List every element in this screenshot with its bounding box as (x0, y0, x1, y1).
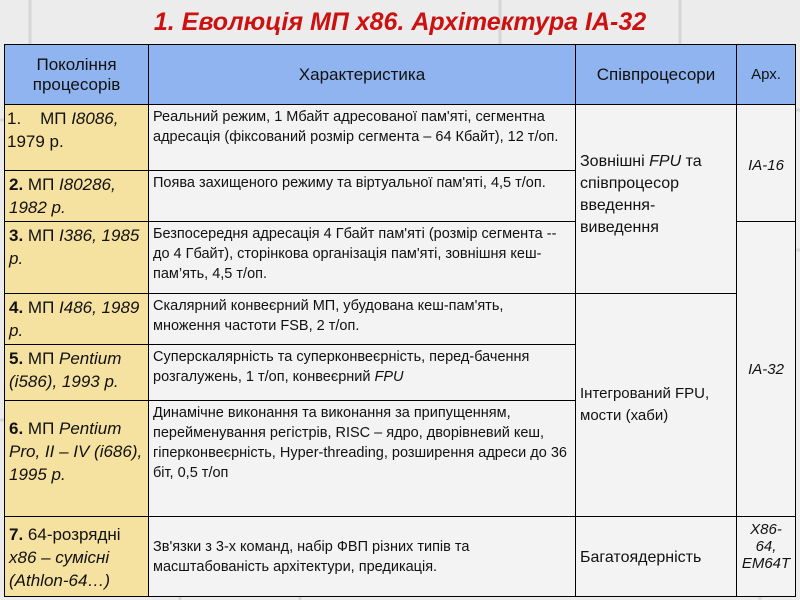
table-row (5, 294, 796, 345)
page-title: 1. Еволюція МП х86. Архітектура ІА-32 (153, 8, 647, 36)
characteristic-fpu: FPU (374, 369, 404, 385)
characteristic-cell: Реальний режим, 1 Мбайт адресованої пам'яті, сегментна адресація (фіксований розмір сегмента – 64 Кбайт), 12 т/оп. (149, 105, 576, 171)
arch-x86-64: X86-64, EM64T (741, 521, 791, 572)
row-number: 4. (9, 298, 24, 317)
table-row (5, 517, 796, 597)
row-label: МП (23, 226, 60, 245)
coprocessor-prefix: Зовнішні (580, 153, 650, 170)
header-characteristic: Характеристика (149, 45, 576, 105)
generation-cell (5, 105, 149, 171)
coprocessor-multicore: Багатоядерність (580, 549, 702, 566)
characteristic-cell: Безпосередня адресація 4 Гбайт пам'яті (розмір сегмента -- до 4 Гбайт), сторінкова організація пам'яті, зовнішня кеш-пам’ять, 4,5 т/оп. (149, 222, 576, 294)
coprocessor-integrated-cell (576, 294, 737, 517)
arch-ia16: ІА-16 (748, 157, 784, 174)
row-label: МП (40, 109, 72, 128)
generation-cell (5, 222, 149, 294)
characteristic-cell (149, 345, 576, 401)
header-arch: Арх. (737, 45, 796, 105)
generation-cell (5, 294, 149, 345)
arch-ia32-cell (737, 222, 796, 517)
coprocessor-external-cell (576, 105, 737, 294)
row-label-italic: І80286, 1982 р. (9, 175, 116, 217)
generation-cell (5, 171, 149, 222)
arch-ia32: ІА-32 (748, 360, 784, 378)
row-number: 6. (9, 419, 24, 438)
coprocessor-suffix: та співпроцесор введення-виведення (580, 153, 702, 236)
characteristic-cell: Скалярний конвеєрний МП, убудована кеш-пам'ять, множення частоти FSB, 2 т/оп. (149, 294, 576, 345)
table-header-row (5, 45, 796, 105)
row-label: МП (23, 175, 60, 194)
row-number: 7. (9, 525, 24, 544)
row-label-italic: x86 – сумісні (Athlon-64…) (9, 548, 111, 590)
row-label-italic: І8086, (71, 109, 119, 128)
coprocessor-fpu: FPU (649, 153, 682, 170)
row-label-italic: І486, 1989 р. (9, 298, 140, 340)
row-label: МП (23, 349, 60, 368)
generation-cell (5, 401, 149, 517)
processor-evolution-table (4, 44, 796, 597)
row-number: 2. (9, 175, 24, 194)
row-label: МП (23, 298, 60, 317)
row-number: 1. (7, 109, 22, 128)
row-number: 5. (9, 349, 24, 368)
characteristic-cell: Динамічне виконання та виконання за припущенням, перейменування регістрів, RISC – ядро, дворівневий кеш, гіперконвеєрність, Hyper-threading, розширення адреси до 36 біт, 0,5 т/оп (149, 401, 576, 517)
header-generation: Покоління процесорів (5, 45, 149, 105)
table-row (5, 105, 796, 171)
row-label: 64-розрядні (23, 525, 121, 544)
characteristic-cell: Зв'язки з 3-х команд, набір ФВП різних типів та масштабованість архітектури, предикація. (149, 517, 576, 597)
generation-cell (5, 517, 149, 597)
characteristic-text: Суперскалярність та суперконвеєрність, перед-бачення розгалужень, 1 т/оп, конвеєрний (153, 349, 530, 385)
header-coprocessors: Співпроцесори (576, 45, 737, 105)
row-label: МП (23, 419, 60, 438)
coprocessor-integrated: Інтегрований FPU, мости (хаби) (580, 385, 710, 424)
generation-cell (5, 345, 149, 401)
characteristic-cell: Поява захищеного режиму та віртуальної пам'яті, 4,5 т/оп. (149, 171, 576, 222)
row-label-italic: І386, 1985 р. (9, 226, 140, 268)
row-label-italic: Pentium Pro, II – IV (i686), 1995 р. (9, 419, 143, 484)
coprocessor-multicore-cell (576, 517, 737, 597)
arch-x86-64-cell (737, 517, 796, 597)
row-number: 3. (9, 226, 24, 245)
row-year: 1979 р. (7, 132, 64, 151)
arch-ia16-cell (737, 105, 796, 222)
row-label-italic: Pentium (i586), 1993 р. (9, 349, 122, 391)
